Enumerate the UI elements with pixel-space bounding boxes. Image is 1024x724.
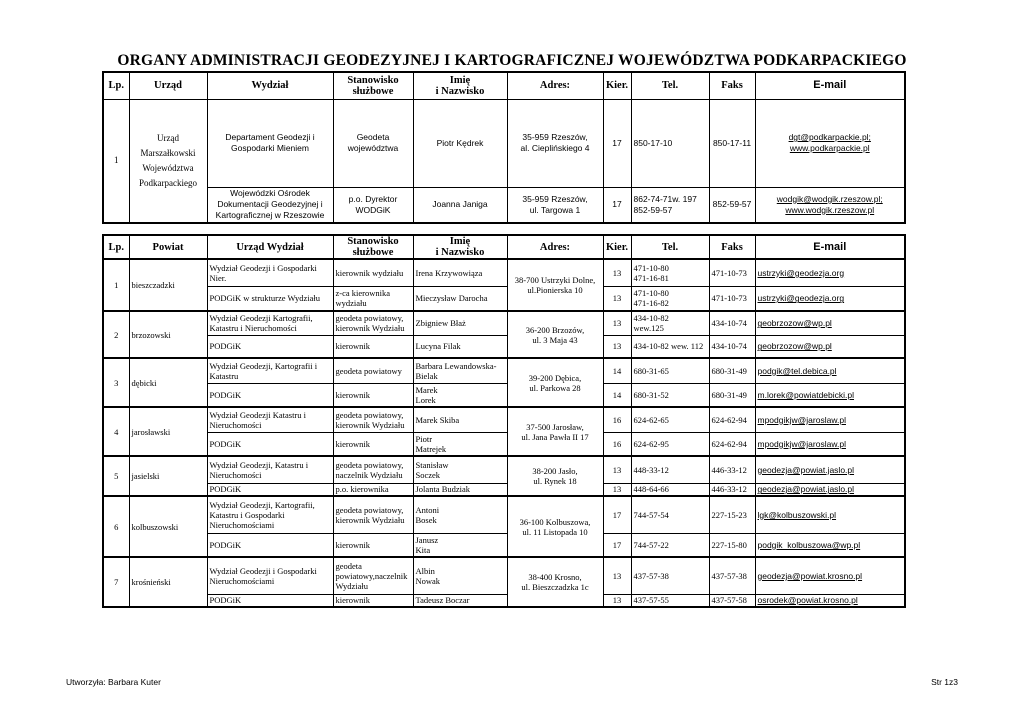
kier-cell: 13 xyxy=(603,286,631,311)
stanowisko-cell: geodeta powiatowy, kierownik Wydziału xyxy=(333,311,413,335)
email-cell xyxy=(755,187,905,223)
stanowisko-cell: geodeta powiatowy, kierownik Wydziału xyxy=(333,407,413,432)
wydzial-cell: PODGiK xyxy=(207,594,333,607)
email-cell xyxy=(755,335,905,358)
adres-cell: 38-700 Ustrzyki Dolne, ul.Pionierska 10 xyxy=(507,259,603,311)
faks-cell: 437-57-58 xyxy=(709,594,755,607)
osoba-cell: Piotr Matrejek xyxy=(413,432,507,456)
email-cell xyxy=(755,432,905,456)
email-cell xyxy=(755,286,905,311)
adres-cell: 38-200 Jasło, ul. Rynek 18 xyxy=(507,456,603,496)
osoba-cell: Piotr Kędrek xyxy=(413,99,507,187)
table-row xyxy=(103,286,905,311)
header-osoba: Imię i Nazwisko xyxy=(413,235,507,259)
header-wydzial: Urząd Wydział xyxy=(207,235,333,259)
header-lp: Lp. xyxy=(103,235,129,259)
kier-cell: 13 xyxy=(603,335,631,358)
faks-cell: 624-62-94 xyxy=(709,432,755,456)
stanowisko-cell: geodeta powiatowy xyxy=(333,358,413,383)
email-cell xyxy=(755,407,905,432)
wydzial-cell: Wydział Geodezji Katastru i Nieruchomości xyxy=(207,407,333,432)
kier-cell: 17 xyxy=(603,533,631,557)
email-link[interactable]: ustrzyki@geodezja.org xyxy=(757,293,845,304)
kier-cell: 16 xyxy=(603,432,631,456)
tel-cell: 437-57-55 xyxy=(631,594,709,607)
osoba-cell: Albin Nowak xyxy=(413,557,507,594)
stanowisko-cell: kierownik xyxy=(333,383,413,407)
email-link[interactable]: dgt@podkarpackie.pl; www.podkarpackie.pl xyxy=(788,132,871,153)
tel-cell: 448-64-66 xyxy=(631,483,709,496)
osoba-cell: Stanisław Soczek xyxy=(413,456,507,483)
page-title: ORGANY ADMINISTRACJI GEODEZYJNEJ I KARTOGRAFICZNEJ WOJEWÓDZTWA PODKARPACKIEGO xyxy=(117,52,907,69)
wydzial-cell: PODGiK xyxy=(207,483,333,496)
faks-cell: 680-31-49 xyxy=(709,383,755,407)
adres-cell: 38-400 Krosno, ul. Bieszczadzka 1c xyxy=(507,557,603,607)
email-cell xyxy=(755,533,905,557)
stanowisko-cell: kierownik xyxy=(333,533,413,557)
faks-cell: 624-62-94 xyxy=(709,407,755,432)
wydzial-cell: Wojewódzki Ośrodek Dokumentacji Geodezyjnej i Kartograficznej w Rzeszowie xyxy=(207,187,333,223)
osoba-cell: Joanna Janiga xyxy=(413,187,507,223)
header-email: E-mail xyxy=(755,72,905,99)
adres-cell: 39-200 Dębica, ul. Parkowa 28 xyxy=(507,358,603,407)
faks-cell: 680-31-49 xyxy=(709,358,755,383)
header-stanowisko: Stanowisko służbowe xyxy=(333,72,413,99)
email-link[interactable]: m.lorek@powiatdebicki.pl xyxy=(757,389,855,400)
wydzial-cell: Wydział Geodezji i Gospodarki Nieruchomościami xyxy=(207,557,333,594)
header-faks: Faks xyxy=(709,235,755,259)
email-cell xyxy=(755,483,905,496)
urzad-cell: Urząd Marszałkowski Województwa Podkarpackiego xyxy=(129,99,207,223)
powiat-cell: kolbuszowski xyxy=(129,496,207,557)
faks-cell: 227-15-23 xyxy=(709,496,755,533)
header-osoba: Imię i Nazwisko xyxy=(413,72,507,99)
email-cell xyxy=(755,259,905,286)
powiat-cell: krośnieński xyxy=(129,557,207,607)
osoba-cell: Jolanta Budziak xyxy=(413,483,507,496)
email-cell xyxy=(755,99,905,187)
table-row xyxy=(103,407,905,432)
header-urzad: Urząd xyxy=(129,72,207,99)
osoba-cell: Marek Skiba xyxy=(413,407,507,432)
email-cell xyxy=(755,456,905,483)
lp-cell: 4 xyxy=(103,407,129,456)
stanowisko-cell: z-ca kierownika wydziału xyxy=(333,286,413,311)
faks-cell: 446-33-12 xyxy=(709,483,755,496)
tel-cell: 680-31-65 xyxy=(631,358,709,383)
kier-cell: 13 xyxy=(603,259,631,286)
wydzial-cell: Departament Geodezji i Gospodarki Mieniem xyxy=(207,99,333,187)
stanowisko-cell: kierownik wydziału xyxy=(333,259,413,286)
adres-cell: 37-500 Jarosław, ul. Jana Pawła II 17 xyxy=(507,407,603,456)
tel-cell: 434-10-82 wew.125 xyxy=(631,311,709,335)
table-row xyxy=(103,432,905,456)
kier-cell: 13 xyxy=(603,557,631,594)
powiat-table xyxy=(102,234,906,608)
lp-cell: 5 xyxy=(103,456,129,496)
powiat-cell: bieszczadzki xyxy=(129,259,207,311)
faks-cell: 434-10-74 xyxy=(709,311,755,335)
tel-cell: 437-57-38 xyxy=(631,557,709,594)
powiat-cell: dębicki xyxy=(129,358,207,407)
email-link[interactable]: geodezja@powiat.jaslo.pl xyxy=(757,464,855,475)
header-wydzial: Wydział xyxy=(207,72,333,99)
email-cell xyxy=(755,496,905,533)
lp-cell: 1 xyxy=(103,99,129,223)
adres-cell: 35-959 Rzeszów, al. Cieplińskiego 4 xyxy=(507,99,603,187)
email-link[interactable]: geodezja@powiat.krosno.pl xyxy=(757,570,863,581)
stanowisko-cell: p.o. Dyrektor WODGiK xyxy=(333,187,413,223)
faks-cell: 437-57-38 xyxy=(709,557,755,594)
stanowisko-cell: p.o. kierownika xyxy=(333,483,413,496)
table-row xyxy=(103,311,905,335)
wydzial-cell: Wydział Geodezji, Kartografii i Katastru xyxy=(207,358,333,383)
powiat-cell: jarosławski xyxy=(129,407,207,456)
tel-cell: 862-74-71w. 197 852-59-57 xyxy=(631,187,709,223)
table-header-row xyxy=(103,235,905,259)
header-kier: Kier. xyxy=(603,235,631,259)
wydzial-cell: PODGiK w strukturze Wydziału xyxy=(207,286,333,311)
header-urzad: Powiat xyxy=(129,235,207,259)
faks-cell: 471-10-73 xyxy=(709,259,755,286)
header-tel: Tel. xyxy=(631,235,709,259)
table-row xyxy=(103,187,905,223)
stanowisko-cell: Geodeta województwa xyxy=(333,99,413,187)
faks-cell: 852-59-57 xyxy=(709,187,755,223)
table-row xyxy=(103,99,905,187)
header-faks: Faks xyxy=(709,72,755,99)
lp-cell: 3 xyxy=(103,358,129,407)
email-link[interactable]: geobrzozow@wp.pl xyxy=(757,341,832,352)
wydzial-cell: PODGiK xyxy=(207,383,333,407)
table-row xyxy=(103,557,905,594)
faks-cell: 434-10-74 xyxy=(709,335,755,358)
lp-cell: 1 xyxy=(103,259,129,311)
faks-cell: 446-33-12 xyxy=(709,456,755,483)
email-link[interactable]: mpodgikjw@jaroslaw.pl xyxy=(757,414,846,425)
stanowisko-cell: geodeta powiatowy, kierownik Wydziału xyxy=(333,496,413,533)
email-cell xyxy=(755,358,905,383)
adres-cell: 36-100 Kolbuszowa, ul. 11 Listopada 10 xyxy=(507,496,603,557)
kier-cell: 14 xyxy=(603,358,631,383)
osoba-cell: Janusz Kita xyxy=(413,533,507,557)
adres-cell: 35-959 Rzeszów, ul. Targowa 1 xyxy=(507,187,603,223)
tel-cell: 624-62-95 xyxy=(631,432,709,456)
table-row xyxy=(103,533,905,557)
stanowisko-cell: kierownik xyxy=(333,335,413,358)
wydzial-cell: PODGiK xyxy=(207,533,333,557)
email-link[interactable]: podgik_kolbuszowa@wp.pl xyxy=(757,539,861,550)
osoba-cell: Tadeusz Boczar xyxy=(413,594,507,607)
osoba-cell: Barbara Lewandowska- Bielak xyxy=(413,358,507,383)
wydzial-cell: PODGiK xyxy=(207,335,333,358)
stanowisko-cell: geodeta powiatowy,naczelnik Wydziału xyxy=(333,557,413,594)
header-adres: Adres: xyxy=(507,235,603,259)
osoba-cell: Marek Lorek xyxy=(413,383,507,407)
table-row xyxy=(103,383,905,407)
faks-cell: 471-10-73 xyxy=(709,286,755,311)
kier-cell: 13 xyxy=(603,311,631,335)
kier-cell: 17 xyxy=(603,99,631,187)
table-row xyxy=(103,496,905,533)
header-lp: Lp. xyxy=(103,72,129,99)
header-stanowisko: Stanowisko służbowe xyxy=(333,235,413,259)
footer-author: Utworzyła: Barbara Kuter xyxy=(66,677,161,687)
lp-cell: 7 xyxy=(103,557,129,607)
email-cell xyxy=(755,311,905,335)
tel-cell: 680-31-52 xyxy=(631,383,709,407)
email-link[interactable]: mpodgikjw@jaroslaw.pl xyxy=(757,438,846,449)
header-tel: Tel. xyxy=(631,72,709,99)
kier-cell: 17 xyxy=(603,496,631,533)
header-email: E-mail xyxy=(755,235,905,259)
table-row xyxy=(103,335,905,358)
kier-cell: 13 xyxy=(603,594,631,607)
wojewodztwo-table xyxy=(102,71,906,224)
osoba-cell: Zbigniew Błaż xyxy=(413,311,507,335)
tel-cell: 744-57-54 xyxy=(631,496,709,533)
tel-cell: 850-17-10 xyxy=(631,99,709,187)
adres-cell: 36-200 Brzozów, ul. 3 Maja 43 xyxy=(507,311,603,358)
wydzial-cell: Wydział Geodezji, Kartografii, Katastru i Gospodarki Nieruchomościami xyxy=(207,496,333,533)
table-row xyxy=(103,594,905,607)
table-row xyxy=(103,358,905,383)
wydzial-cell: Wydział Geodezji Kartografii, Katastru i Nieruchomości xyxy=(207,311,333,335)
kier-cell: 17 xyxy=(603,187,631,223)
footer-page-number: Str 1z3 xyxy=(931,677,958,687)
table-row xyxy=(103,259,905,286)
table-row xyxy=(103,456,905,483)
tel-cell: 744-57-22 xyxy=(631,533,709,557)
kier-cell: 13 xyxy=(603,483,631,496)
header-kier: Kier. xyxy=(603,72,631,99)
email-cell xyxy=(755,594,905,607)
tel-cell: 471-10-80 471-16-81 xyxy=(631,259,709,286)
email-link[interactable]: osrodek@powiat.krosno.pl xyxy=(757,595,858,606)
wydzial-cell: Wydział Geodezji i Gospodarki Nier. xyxy=(207,259,333,286)
tel-cell: 434-10-82 wew. 112 xyxy=(631,335,709,358)
email-link[interactable]: geobrzozow@wp.pl xyxy=(757,318,832,329)
kier-cell: 14 xyxy=(603,383,631,407)
stanowisko-cell: geodeta powiatowy, naczelnik Wydziału xyxy=(333,456,413,483)
table-row xyxy=(103,483,905,496)
table-header-row xyxy=(103,72,905,99)
email-link[interactable]: podgik@tel.debica.pl xyxy=(757,365,837,376)
osoba-cell: Mieczysław Darocha xyxy=(413,286,507,311)
tel-cell: 448-33-12 xyxy=(631,456,709,483)
kier-cell: 13 xyxy=(603,456,631,483)
faks-cell: 227-15-80 xyxy=(709,533,755,557)
tel-cell: 624-62-65 xyxy=(631,407,709,432)
wydzial-cell: PODGiK xyxy=(207,432,333,456)
osoba-cell: Lucyna Filak xyxy=(413,335,507,358)
faks-cell: 850-17-11 xyxy=(709,99,755,187)
tel-cell: 471-10-80 471-16-82 xyxy=(631,286,709,311)
lp-cell: 6 xyxy=(103,496,129,557)
stanowisko-cell: kierownik xyxy=(333,594,413,607)
email-link[interactable]: ustrzyki@geodezja.org xyxy=(757,267,845,278)
header-adres: Adres: xyxy=(507,72,603,99)
email-cell xyxy=(755,383,905,407)
email-link[interactable]: lgk@kolbuszowski.pl xyxy=(757,509,837,520)
osoba-cell: Antoni Bosek xyxy=(413,496,507,533)
email-cell xyxy=(755,557,905,594)
email-link[interactable]: geodezja@powiat.jaslo.pl xyxy=(757,484,855,495)
powiat-cell: jasielski xyxy=(129,456,207,496)
lp-cell: 2 xyxy=(103,311,129,358)
email-link[interactable]: wodgik@wodgik.rzeszow.pl; www.wodgik.rzeszow.pl xyxy=(776,193,883,215)
powiat-cell: brzozowski xyxy=(129,311,207,358)
osoba-cell: Irena Krzywowiąza xyxy=(413,259,507,286)
kier-cell: 16 xyxy=(603,407,631,432)
stanowisko-cell: kierownik xyxy=(333,432,413,456)
wydzial-cell: Wydział Geodezji, Katastru i Nieruchomości xyxy=(207,456,333,483)
